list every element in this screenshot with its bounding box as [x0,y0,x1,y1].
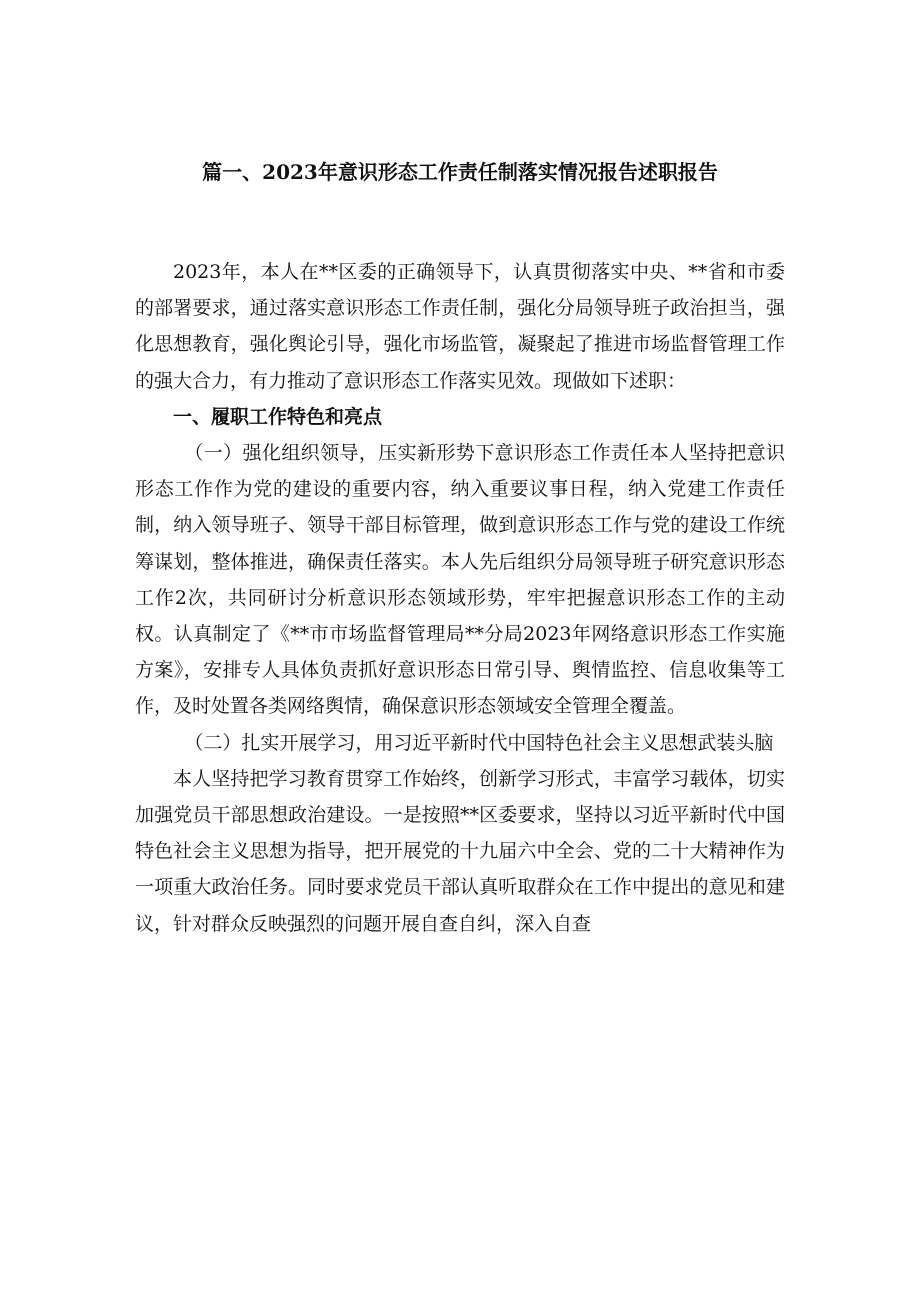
item-2-paragraph: 本人坚持把学习教育贯穿工作始终，创新学习形式，丰富学习载体，切实加强党员干部思想政治建设。一是按照**区委要求，坚持以习近平新时代中国特色社会主义思想为指导，把开展党的十九届六中全会、党的二十大精神作为一项重大政治任务。同时要求党员干部认真听取群众在工作中提出的意见和建议，针对群众反映强烈的问题开展自查自纠，深入自查 [135,767,785,935]
section-heading-1: 一、履职工作特色和亮点 [173,405,383,428]
intro-paragraph: 2023年，本人在**区委的正确领导下，认真贯彻落实中央、**省和市委的部署要求，通过落实意识形态工作责任制，强化分局领导班子政治担当，强化思想教育，强化舆论引导，强化市场监管，凝聚起了推进市场监督管理工作的强大合力，有力推动了意识形态工作落实见效。现做如下述职： [135,261,785,392]
item-1-paragraph: （一）强化组织领导，压实新形势下意识形态工作责任本人坚持把意识形态工作作为党的建设的重要内容，纳入重要议事日程，纳入党建工作责任制，纳入领导班子、领导干部目标管理，做到意识形态工作与党的建设工作统筹谋划，整体推进，确保责任落实。本人先后组织分局领导班子研究意识形态工作2次，共同研讨分析意识形态领域形势，牢牢把握意识形态工作的主动权。认真制定了《**市市场监督管理局**分局2023年网络意识形态工作实施方案》，安排专人具体负责抓好意识形态日常引导、舆情监控、信息收集等工作，及时处置各类网络舆情，确保意识形态领域安全管理全覆盖。 [135,442,785,718]
document-body [135,254,785,942]
document-title: 篇一、2023年意识形态工作责任制落实情况报告述职报告 [202,160,718,184]
item-2-heading: （二）扎实开展学习，用习近平新时代中国特色社会主义思想武装头脑 [184,731,774,754]
